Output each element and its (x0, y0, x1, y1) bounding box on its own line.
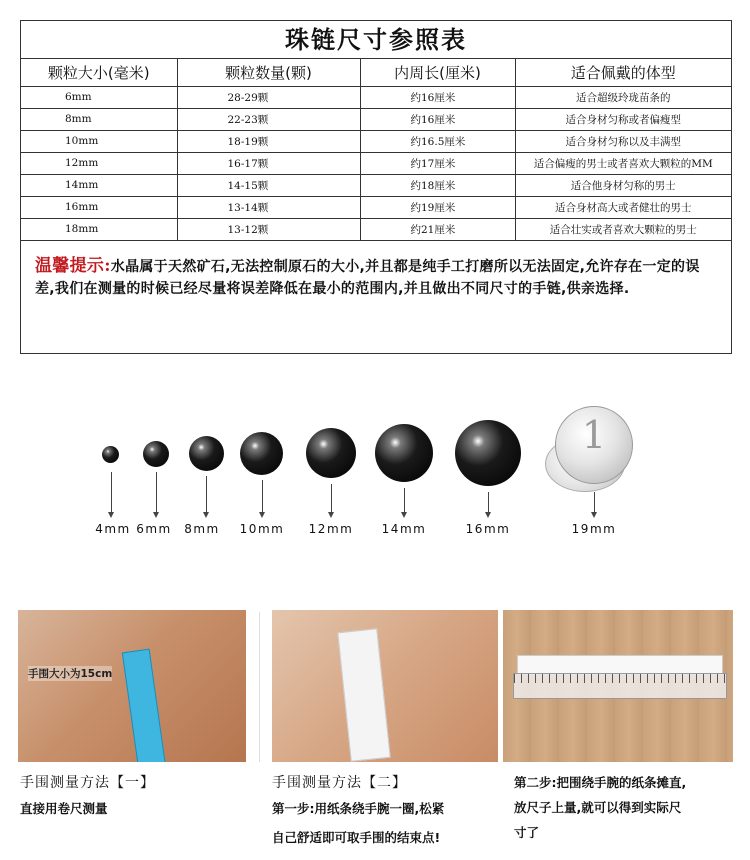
divider (259, 612, 260, 762)
arrow-19mm (594, 492, 595, 514)
method-2-caption (272, 772, 444, 850)
notice-label: 温馨提示: (35, 255, 111, 276)
cell-size: 10mm (21, 130, 177, 152)
cell-length: 约17厘米 (360, 152, 515, 174)
arrow-4mm (111, 472, 112, 514)
table-row (21, 218, 731, 240)
arrow-10mm (262, 480, 263, 514)
label-4mm: 4mm (95, 522, 131, 536)
table-row (21, 86, 731, 108)
method-1-caption (20, 772, 155, 821)
cell-size: 8mm (21, 108, 177, 130)
cell-length: 约16厘米 (360, 86, 515, 108)
method-2-line-1: 第一步:用纸条绕手腕一圈,松紧 (272, 801, 445, 816)
cell-count: 13-14颗 (177, 196, 360, 218)
cell-type: 适合身材匀称以及丰满型 (515, 130, 731, 152)
arrow-16mm (488, 492, 489, 514)
bead-16mm (455, 420, 521, 486)
cell-count: 13-12颗 (177, 218, 360, 240)
label-19mm: 19mm (571, 522, 617, 536)
cell-count: 28-29颗 (177, 86, 360, 108)
coin-numeral: 1 (581, 413, 607, 457)
bead-4mm (102, 446, 119, 463)
method-3-line-1: 第二步:把围绕手腕的纸条摊直, (514, 775, 687, 790)
table-row (21, 130, 731, 152)
label-12mm: 12mm (308, 522, 354, 536)
label-16mm: 16mm (465, 522, 511, 536)
cell-length: 约21厘米 (360, 218, 515, 240)
cell-length: 约18厘米 (360, 174, 515, 196)
cell-count: 16-17颗 (177, 152, 360, 174)
cell-type: 适合他身材匀称的男士 (515, 174, 731, 196)
label-6mm: 6mm (136, 522, 172, 536)
chart-title: 珠链尺寸参照表 (21, 21, 731, 59)
tape-measure (122, 649, 166, 762)
cell-length: 约16.5厘米 (360, 130, 515, 152)
arrow-14mm (404, 488, 405, 514)
cell-size: 6mm (21, 86, 177, 108)
cell-size: 14mm (21, 174, 177, 196)
bead-12mm (306, 428, 356, 478)
cell-length: 约16厘米 (360, 108, 515, 130)
label-14mm: 14mm (381, 522, 427, 536)
ruler (513, 673, 727, 699)
tape-label: 手围大小为15cm (28, 668, 113, 680)
paper-strip (337, 628, 390, 761)
notice-paragraph (21, 241, 731, 300)
label-10mm: 10mm (239, 522, 285, 536)
cell-type: 适合身材高大或者健壮的男士 (515, 196, 731, 218)
cell-size: 16mm (21, 196, 177, 218)
cell-type: 适合壮实或者喜欢大颗粒的男士 (515, 218, 731, 240)
cell-size: 18mm (21, 218, 177, 240)
bead-8mm (189, 436, 224, 471)
photo-ruler (503, 610, 733, 762)
method-3-caption (514, 770, 686, 845)
cell-type: 适合身材匀称或者偏瘦型 (515, 108, 731, 130)
table-row (21, 152, 731, 174)
cell-count: 22-23颗 (177, 108, 360, 130)
bead-6mm (143, 441, 169, 467)
arrow-8mm (206, 476, 207, 514)
header-bead-size: 颗粒大小(毫米) (21, 59, 177, 86)
method-1-title: 手围测量方法【一】 (20, 775, 155, 791)
size-chart (20, 20, 732, 354)
bead-10mm (240, 432, 283, 475)
cell-size: 12mm (21, 152, 177, 174)
bead-14mm (375, 424, 433, 482)
cell-type: 适合超级玲珑苗条的 (515, 86, 731, 108)
method-3-line-2: 放尺子上量,就可以得到实际尺 (514, 800, 682, 815)
cell-type: 适合偏瘦的男士或者喜欢大颗粒的MM (515, 152, 731, 174)
bead-size-comparison (0, 400, 750, 550)
arrow-12mm (331, 484, 332, 514)
photo-tape-measure-wrist (18, 610, 246, 762)
label-8mm: 8mm (184, 522, 220, 536)
photo-paper-strip-wrist (272, 610, 498, 762)
method-1-body: 直接用卷尺测量 (20, 801, 108, 816)
cell-count: 18-19颗 (177, 130, 360, 152)
cell-count: 14-15颗 (177, 174, 360, 196)
coin (555, 406, 633, 484)
header-bead-count: 颗粒数量(颗) (177, 59, 360, 86)
table-header-row (21, 59, 731, 86)
header-body-type: 适合佩戴的体型 (515, 59, 731, 86)
table-row (21, 196, 731, 218)
paper-strip (517, 655, 723, 675)
method-3-line-3: 寸了 (514, 825, 540, 840)
method-2-line-2: 自己舒适即可取手围的结束点! (272, 830, 441, 845)
arrow-6mm (156, 472, 157, 514)
table-row (21, 174, 731, 196)
cell-length: 约19厘米 (360, 196, 515, 218)
size-table (21, 59, 731, 241)
method-2-title: 手围测量方法【二】 (272, 775, 407, 791)
header-circumference: 内周长(厘米) (360, 59, 515, 86)
notice-text: 水晶属于天然矿石,无法控制原石的大小,并且都是纯手工打磨所以无法固定,允许存在一定的误差,我们在测量的时候已经尽量将误差降低在最小的范围内,并且做出不同尺寸的手链,供亲选择. (35, 258, 700, 297)
table-row (21, 108, 731, 130)
